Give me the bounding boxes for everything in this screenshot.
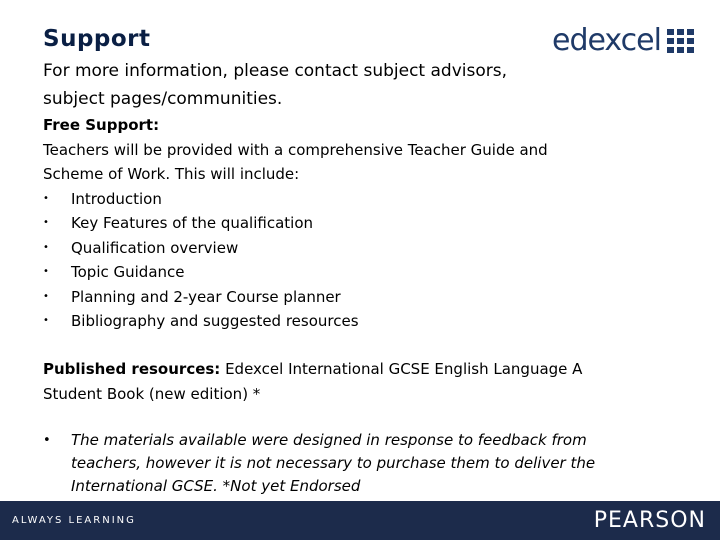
published-label: Published resources: [43, 360, 221, 378]
intro-text [43, 57, 643, 113]
list-item-label: Introduction [71, 189, 162, 208]
free-support-text-2: Scheme of Work. This will include: [43, 165, 300, 183]
published-text-1: Edexcel International GCSE English Language A [220, 360, 583, 378]
support-items-list [43, 187, 683, 334]
logo-text: edexcel [552, 23, 661, 58]
materials-note [43, 429, 643, 498]
list-item-label: Qualification overview [71, 238, 239, 257]
intro-line-1: For more information, please contact subject advisors, [43, 61, 507, 81]
list-item-label: Planning and 2-year Course planner [71, 287, 341, 306]
bullet-icon: • [43, 433, 51, 448]
note-line-2: teachers, however it is not necessary to purchase them to deliver the [71, 454, 596, 472]
footer-bar [0, 501, 720, 540]
bullet-icon: • [43, 217, 49, 228]
note-line-1: The materials available were designed in response to feedback from [71, 431, 587, 449]
edexcel-logo [552, 24, 694, 58]
pearson-logo: PEARSON [593, 508, 706, 533]
list-item [43, 187, 683, 212]
bullet-icon: • [43, 290, 49, 302]
free-support-section [43, 113, 683, 334]
list-item [43, 236, 683, 261]
intro-line-2: subject pages/communities. [43, 89, 283, 109]
logo-grid-icon [667, 29, 694, 53]
list-item [43, 260, 683, 285]
list-item-label: Key Features of the qualification [71, 214, 314, 232]
footer-tagline: ALWAYS LEARNING [12, 515, 136, 526]
published-line-1 [43, 357, 683, 382]
list-item-label: Bibliography and suggested resources [71, 312, 359, 330]
list-item [43, 211, 683, 236]
bullet-icon: • [43, 192, 49, 204]
free-support-text-1: Teachers will be provided with a comprehensive Teacher Guide and [43, 140, 548, 159]
bullet-icon: • [43, 241, 49, 253]
bullet-icon: • [43, 266, 49, 277]
note-line-3: International GCSE. *Not yet Endorsed [71, 477, 361, 495]
free-support-heading: Free Support: [43, 116, 160, 134]
list-item [43, 285, 683, 310]
published-resources [43, 357, 683, 406]
list-item-label: Topic Guidance [71, 263, 185, 281]
bullet-icon: • [43, 315, 49, 326]
list-item [43, 309, 683, 334]
slide-title: Support [43, 26, 151, 52]
published-text-2: Student Book (new edition) * [43, 384, 261, 403]
